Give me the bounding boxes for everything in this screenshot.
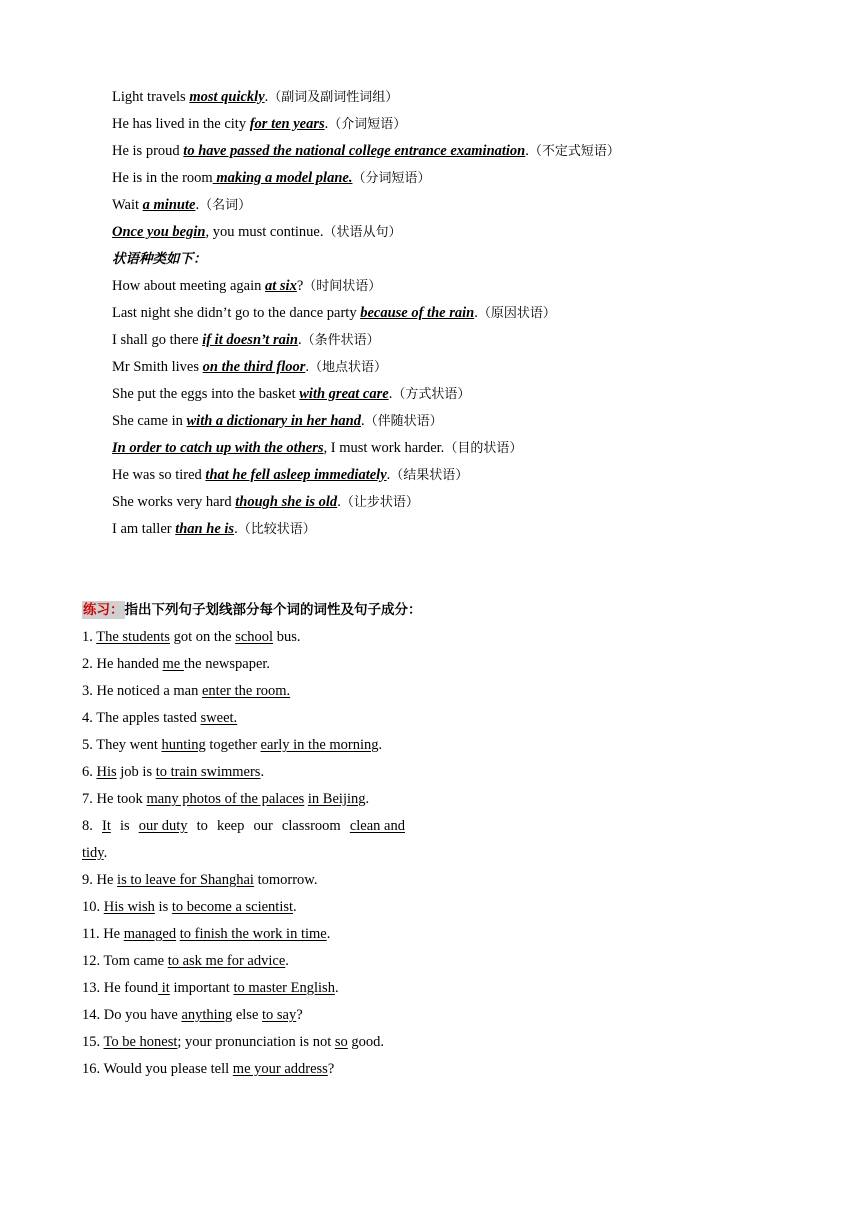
- exercise-text: job is: [116, 764, 156, 780]
- underlined-part: hunting: [161, 737, 206, 753]
- type-sentence: [112, 384, 470, 405]
- exercise-text: classroom: [281, 818, 341, 834]
- example-sentence: [112, 195, 251, 216]
- adverbial-phrase: on the third floor: [202, 359, 306, 375]
- underlined-part: me: [162, 656, 184, 672]
- sentence-text: .: [386, 467, 391, 483]
- sentence-text: He is proud: [112, 143, 184, 159]
- adverbial-phrase: Once you begin: [112, 224, 206, 240]
- exercise-item: [82, 681, 290, 701]
- exercise-item: [82, 843, 107, 863]
- underlined-part: His: [96, 764, 117, 780]
- sentence-text: .: [360, 413, 365, 429]
- exercise-item: [82, 951, 289, 971]
- sentence-text: .: [297, 332, 302, 348]
- exercise-item: [82, 1032, 384, 1052]
- exercise-text: 9. He: [82, 872, 118, 888]
- type-sentence: [112, 411, 443, 432]
- underlined-part: His wish: [103, 899, 155, 915]
- exercise-text: our: [253, 818, 273, 834]
- underlined-part: to train swimmers: [155, 764, 261, 780]
- grammar-note: （条件状语）: [301, 333, 380, 348]
- exercise-item: [82, 708, 237, 728]
- underlined-part: our duty: [138, 818, 188, 834]
- exercise-item: [82, 978, 339, 998]
- exercise-item: [82, 789, 369, 809]
- grammar-note: （地点状语）: [309, 360, 388, 375]
- exercise-text: .: [326, 926, 331, 942]
- sentence-text: .: [388, 386, 393, 402]
- sentence-text: .: [474, 305, 478, 321]
- sentence-text: Mr Smith lives: [112, 359, 203, 375]
- underlined-part: to master English: [233, 980, 335, 996]
- sentence-text: .: [195, 197, 200, 213]
- exercise-text: 7. He took: [82, 791, 147, 807]
- exercise-item: [82, 897, 297, 917]
- exercise-text: .: [365, 791, 370, 807]
- exercise-text: 12. Tom came: [82, 953, 168, 969]
- underlined-part: tidy: [82, 845, 104, 861]
- type-sentence: [112, 303, 556, 324]
- underlined-part: to say: [262, 1007, 297, 1023]
- exercise-item: [82, 924, 330, 944]
- underlined-part: school: [235, 629, 274, 645]
- sentence-text: .: [337, 494, 341, 510]
- exercise-text: 5. They went: [82, 737, 162, 753]
- underlined-part: in Beijing: [307, 791, 366, 807]
- underlined-part: many photos of the palaces: [146, 791, 305, 807]
- sentence-text: Wait: [112, 197, 143, 213]
- exercise-text: together: [205, 737, 261, 753]
- grammar-note: （让步状语）: [340, 495, 419, 510]
- exercise-text: .: [293, 899, 297, 915]
- sentence-text: She came in: [112, 413, 187, 429]
- underlined-part: It: [101, 818, 111, 834]
- sentence-text: He is in the room: [112, 170, 213, 186]
- grammar-note: （分词短语）: [352, 171, 431, 186]
- sentence-text: .: [324, 116, 329, 132]
- underlined-part: it: [158, 980, 170, 996]
- exercise-text: is: [119, 818, 130, 834]
- type-sentence: [112, 330, 380, 351]
- underlined-part: sweet.: [200, 710, 238, 726]
- exercise-text: bus.: [273, 629, 301, 645]
- exercise-text: 1.: [82, 629, 97, 645]
- adverbial-phrase: at six: [265, 278, 297, 294]
- exercise-text: .: [103, 845, 108, 861]
- exercise-text: 11. He: [82, 926, 124, 942]
- exercise-text: to: [196, 818, 208, 834]
- exercise-text: 14. Do you have: [82, 1007, 182, 1023]
- grammar-note: （比较状语）: [237, 522, 316, 537]
- grammar-note: （时间状语）: [303, 279, 382, 294]
- exercise-item: [82, 762, 264, 782]
- underlined-part: so: [334, 1034, 348, 1050]
- sentence-text: Light travels: [112, 89, 190, 105]
- adverbial-phrase: a minute: [142, 197, 196, 213]
- exercise-text: 15.: [82, 1034, 104, 1050]
- sentence-text: How about meeting again: [112, 278, 266, 294]
- exercise-text: .: [378, 737, 383, 753]
- underlined-part: The students: [96, 629, 170, 645]
- underlined-part: me your address: [232, 1061, 328, 1077]
- underlined-part: To be honest: [103, 1034, 178, 1050]
- underlined-part: anything: [181, 1007, 233, 1023]
- example-sentence: [112, 114, 406, 135]
- adverbial-phrase: with a dictionary in her hand: [186, 413, 361, 429]
- underlined-part: to finish the work in time: [179, 926, 327, 942]
- sentence-text: He was so tired: [112, 467, 206, 483]
- exercise-text: 8.: [82, 818, 93, 834]
- grammar-note: （目的状语）: [444, 441, 523, 456]
- example-sentence: [112, 141, 620, 162]
- grammar-note: （副词及副词性词组）: [268, 90, 399, 105]
- adverbial-phrase: if it doesn’t rain: [202, 332, 298, 348]
- adverbial-phrase: that he fell asleep immediately: [205, 467, 387, 483]
- exercise-text: 10.: [82, 899, 104, 915]
- underlined-part: managed: [123, 926, 177, 942]
- grammar-note: （方式状语）: [392, 387, 471, 402]
- example-sentence: [112, 168, 430, 189]
- type-sentence: [112, 465, 468, 486]
- exercise-text: ?: [327, 1061, 335, 1077]
- sentence-text: I shall go there: [112, 332, 203, 348]
- grammar-note: （结果状语）: [390, 468, 469, 483]
- sentence-text: Last night she didn’t go to the dance party: [112, 305, 361, 321]
- example-sentence: [112, 87, 398, 108]
- type-sentence: [112, 492, 419, 513]
- adverbial-phrase: with great care: [299, 386, 389, 402]
- exercise-item: [82, 816, 405, 836]
- exercise-item: [82, 627, 300, 647]
- exercise-text: 2. He handed: [82, 656, 163, 672]
- exercise-text: .: [260, 764, 265, 780]
- practice-heading: [82, 600, 422, 620]
- underlined-part: to become a scientist: [171, 899, 294, 915]
- exercise-item: [82, 735, 382, 755]
- grammar-note: （介词短语）: [328, 117, 407, 132]
- underlined-part: is to leave for Shanghai: [117, 872, 254, 888]
- sentence-text: He has lived in the city: [112, 116, 250, 132]
- exercise-item: [82, 1059, 334, 1079]
- sentence-text: .: [234, 521, 238, 537]
- adverbial-phrase: because of the rain: [360, 305, 475, 321]
- sentence-text: ?: [296, 278, 304, 294]
- sentence-text: .: [264, 89, 269, 105]
- underlined-part: to ask me for advice: [167, 953, 286, 969]
- exercise-item: [82, 1005, 303, 1025]
- sentence-text: She works very hard: [112, 494, 236, 510]
- exercise-text: good.: [347, 1034, 385, 1050]
- sentence-text: , I must work harder.: [323, 440, 445, 456]
- type-sentence: [112, 276, 381, 297]
- exercise-text: important: [169, 980, 234, 996]
- sentence-text: She put the eggs into the basket: [112, 386, 300, 402]
- exercise-text: 4. The apples tasted: [82, 710, 201, 726]
- exercise-text: 16. Would you please tell: [82, 1061, 233, 1077]
- grammar-note: （原因状语）: [477, 306, 556, 321]
- exercise-text: the newspaper.: [183, 656, 271, 672]
- types-heading: 状语种类如下：: [112, 251, 207, 267]
- adverbial-phrase: though she is old: [235, 494, 338, 510]
- exercise-text: 3. He noticed a man: [82, 683, 202, 699]
- exercise-text: got on the: [169, 629, 236, 645]
- example-sentence: [112, 222, 401, 243]
- grammar-note: （不定式短语）: [528, 144, 620, 159]
- exercise-text: ; your pronunciation is not: [177, 1034, 335, 1050]
- exercise-text: keep: [216, 818, 245, 834]
- adverbial-phrase: most quickly: [189, 89, 265, 105]
- adverbial-phrase: than he is: [175, 521, 235, 537]
- sentence-text: .: [525, 143, 529, 159]
- grammar-note: （伴随状语）: [364, 414, 443, 429]
- exercise-text: ?: [296, 1007, 303, 1023]
- exercise-text: tomorrow.: [253, 872, 318, 888]
- exercise-text: .: [334, 980, 339, 996]
- underlined-part: early in the morning: [260, 737, 379, 753]
- type-sentence: [112, 438, 522, 459]
- adverbial-phrase: making a model plane.: [212, 170, 353, 186]
- practice-tag: 练习：: [83, 602, 124, 618]
- sentence-text: , you must continue.: [205, 224, 324, 240]
- adverbial-phrase: In order to catch up with the others: [112, 440, 324, 456]
- underlined-part: clean and: [349, 818, 405, 834]
- exercise-text: 13. He found: [82, 980, 159, 996]
- sentence-text: .: [305, 359, 309, 375]
- adverbial-phrase: for ten years: [249, 116, 325, 132]
- exercise-text: is: [154, 899, 172, 915]
- practice-title: 指出下列句子划线部分每个词的词性及句子成分：: [124, 602, 422, 618]
- exercise-text: .: [285, 953, 289, 969]
- underlined-part: enter the room.: [202, 683, 291, 699]
- exercise-text: else: [232, 1007, 263, 1023]
- exercise-item: [82, 654, 270, 674]
- sentence-text: I am taller: [112, 521, 176, 537]
- exercise-item: [82, 870, 317, 890]
- type-sentence: [112, 519, 316, 540]
- exercise-text: 6.: [82, 764, 97, 780]
- grammar-note: （名词）: [199, 198, 252, 213]
- grammar-note: （状语从句）: [323, 225, 402, 240]
- adverbial-phrase: to have passed the national college entrance examination: [183, 143, 526, 159]
- type-sentence: [112, 357, 387, 378]
